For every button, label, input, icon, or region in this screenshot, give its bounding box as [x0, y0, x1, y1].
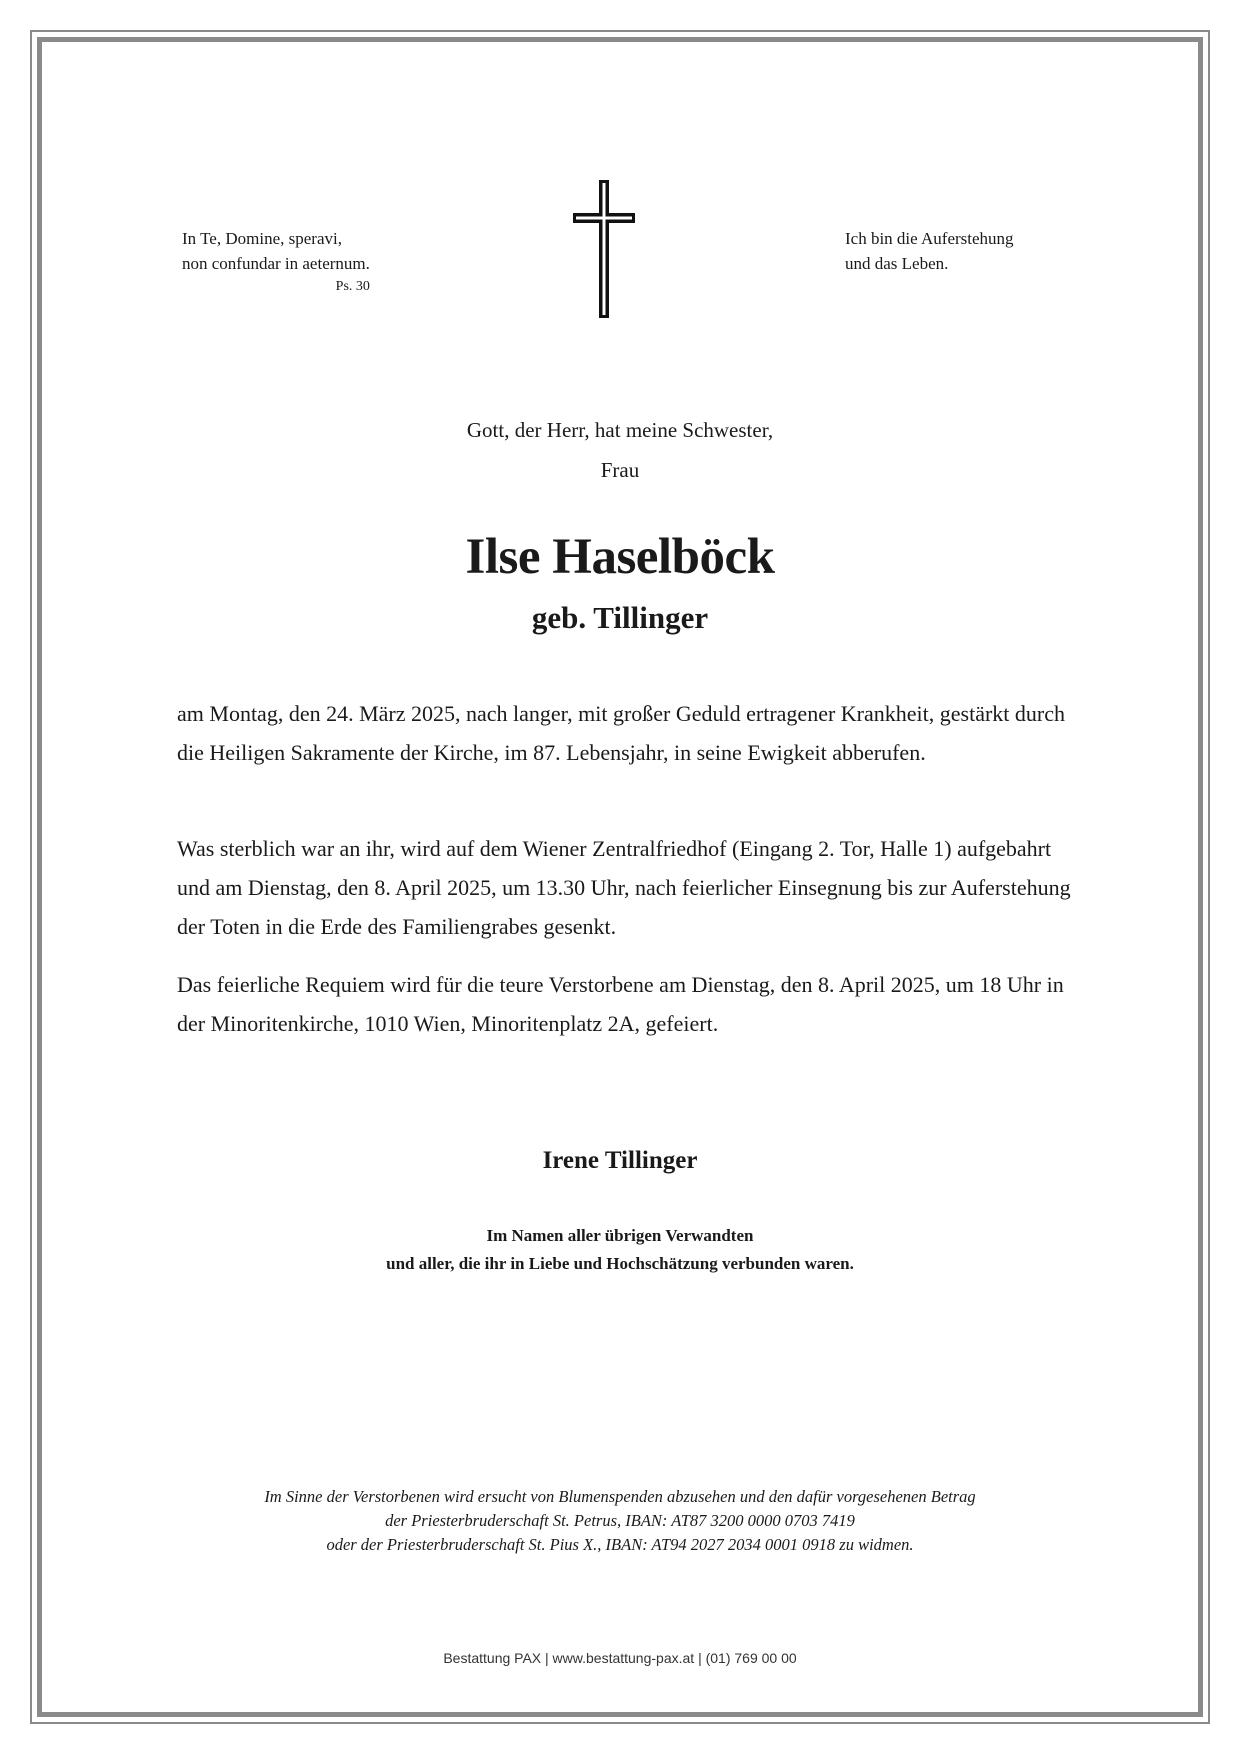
announcement-paragraph-3: Das feierliche Requiem wird für die teure Verstorbene am Dienstag, den 8. April 2025, um 18 Uhr in der Minoritenkirche, 1010 Wien, Minoritenplatz 2A, gefeiert.	[177, 972, 1064, 1036]
motto-left-reference: Ps. 30	[335, 279, 370, 294]
birth-name: geb. Tillinger	[531, 600, 709, 635]
deceased-name: Ilse Haselböck	[465, 529, 775, 585]
intro-line-1: Gott, der Herr, hat meine Schwester,	[466, 418, 774, 442]
motto-right	[845, 226, 1014, 276]
footer-contact: Bestattung PAX | www.bestattung-pax.at | (01) 769 00 00	[443, 1650, 797, 1666]
donation-note	[0, 1485, 1240, 1557]
latin-cross-icon	[573, 180, 635, 318]
signer-name: Irene Tillinger	[542, 1147, 698, 1174]
kin-line-1: Im Namen aller übrigen Verwandten	[486, 1226, 754, 1245]
donation-line-1: Im Sinne der Verstorbenen wird ersucht von Blumenspenden abzusehen und den dafür vorgesehenen Betrag	[264, 1487, 976, 1506]
donation-line-2: der Priesterbruderschaft St. Petrus, IBAN: AT87 3200 0000 0703 7419	[385, 1511, 855, 1530]
announcement-paragraph-1: am Montag, den 24. März 2025, nach langer, mit großer Geduld ertragener Krankheit, gestärkt durch die Heiligen Sakramente der Kirche, im 87. Lebensjahr, in seine Ewigkeit abberufen.	[177, 701, 1065, 765]
motto-left-line-1: In Te, Domine, speravi,	[182, 229, 342, 248]
intro-line-2: Frau	[600, 458, 640, 482]
motto-left	[182, 226, 370, 298]
motto-right-line-1: Ich bin die Auferstehung	[845, 229, 1014, 248]
motto-left-line-2: non confundar in aeternum.	[182, 254, 370, 273]
motto-right-line-2: und das Leben.	[845, 254, 949, 273]
donation-line-3: oder der Priesterbruderschaft St. Pius X., IBAN: AT94 2027 2034 0001 0918 zu widmen.	[326, 1535, 914, 1554]
announcement-paragraph-2: Was sterblich war an ihr, wird auf dem Wiener Zentralfriedhof (Eingang 2. Tor, Halle 1) aufgebahrt und am Dienstag, den 8. April 2025, um 13.30 Uhr, nach feierlicher Einsegnung bis zur Auferstehung der Toten in die Erde des Familiengrabes gesenkt.	[177, 836, 1071, 939]
kin-line-2: und aller, die ihr in Liebe und Hochschätzung verbunden waren.	[386, 1254, 854, 1273]
